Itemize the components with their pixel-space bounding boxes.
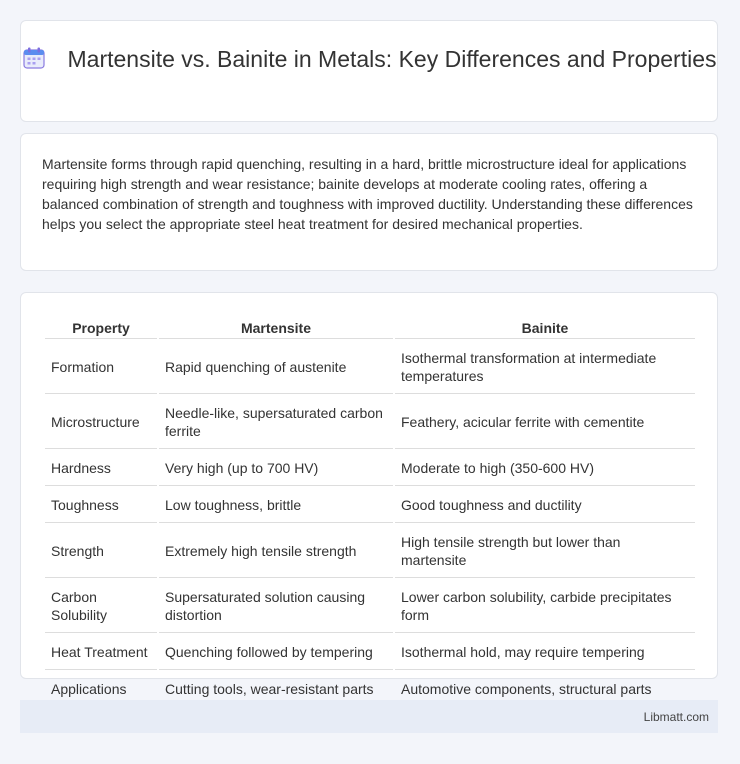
martensite-cell: Cutting tools, wear-resistant parts bbox=[159, 672, 393, 707]
property-cell: Hardness bbox=[45, 451, 157, 486]
page-header bbox=[21, 45, 717, 77]
table-row bbox=[45, 635, 695, 670]
table-row bbox=[45, 525, 695, 578]
property-cell: Applications bbox=[45, 672, 157, 707]
table-row bbox=[45, 451, 695, 486]
bainite-cell: Feathery, acicular ferrite with cementite bbox=[395, 396, 695, 449]
martensite-cell: Very high (up to 700 HV) bbox=[159, 451, 393, 486]
property-cell: Toughness bbox=[45, 488, 157, 523]
martensite-cell: Low toughness, brittle bbox=[159, 488, 393, 523]
table-row bbox=[45, 341, 695, 394]
table-row bbox=[45, 488, 695, 523]
bainite-cell: High tensile strength but lower than martensite bbox=[395, 525, 695, 578]
header-property: Property bbox=[45, 317, 157, 339]
comparison-card bbox=[20, 292, 718, 697]
table-row bbox=[45, 580, 695, 633]
bainite-cell: Moderate to high (350-600 HV) bbox=[395, 451, 695, 486]
table-row bbox=[45, 396, 695, 449]
property-cell: Microstructure bbox=[45, 396, 157, 449]
bainite-cell: Good toughness and ductility bbox=[395, 488, 695, 523]
martensite-cell: Quenching followed by tempering bbox=[159, 635, 393, 670]
header-martensite: Martensite bbox=[159, 317, 393, 339]
bainite-cell: Lower carbon solubility, carbide precipitates form bbox=[395, 580, 695, 633]
calendar-icon bbox=[22, 46, 46, 77]
property-cell: Strength bbox=[45, 525, 157, 578]
comparison-table bbox=[43, 315, 697, 709]
property-cell: Carbon Solubility bbox=[45, 580, 157, 633]
title-card bbox=[20, 20, 718, 122]
martensite-cell: Needle-like, supersaturated carbon ferrite bbox=[159, 396, 393, 449]
page-title: Martensite vs. Bainite in Metals: Key Differences and Properties bbox=[67, 46, 717, 72]
header-bainite: Bainite bbox=[395, 317, 695, 339]
bainite-cell: Isothermal hold, may require tempering bbox=[395, 635, 695, 670]
table-header-row bbox=[45, 317, 695, 339]
bainite-cell: Automotive components, structural parts bbox=[395, 672, 695, 707]
intro-paragraph: Martensite forms through rapid quenching, resulting in a hard, brittle microstructure ideal for applications requiring high strength and wear resistance; bainite develops at moderate cooling rates, offering a balanced combination of strength and toughness with improved ductility. Understanding these differences helps you select the appropriate steel heat treatment for desired mechanical properties. bbox=[42, 156, 693, 232]
property-cell: Heat Treatment bbox=[45, 635, 157, 670]
martensite-cell: Supersaturated solution causing distortion bbox=[159, 580, 393, 633]
property-cell: Formation bbox=[45, 341, 157, 394]
footer-brand: Libmatt.com bbox=[643, 710, 709, 724]
martensite-cell: Extremely high tensile strength bbox=[159, 525, 393, 578]
footer bbox=[20, 700, 718, 733]
martensite-cell: Rapid quenching of austenite bbox=[159, 341, 393, 394]
intro-card bbox=[20, 133, 718, 271]
bainite-cell: Isothermal transformation at intermediate temperatures bbox=[395, 341, 695, 394]
